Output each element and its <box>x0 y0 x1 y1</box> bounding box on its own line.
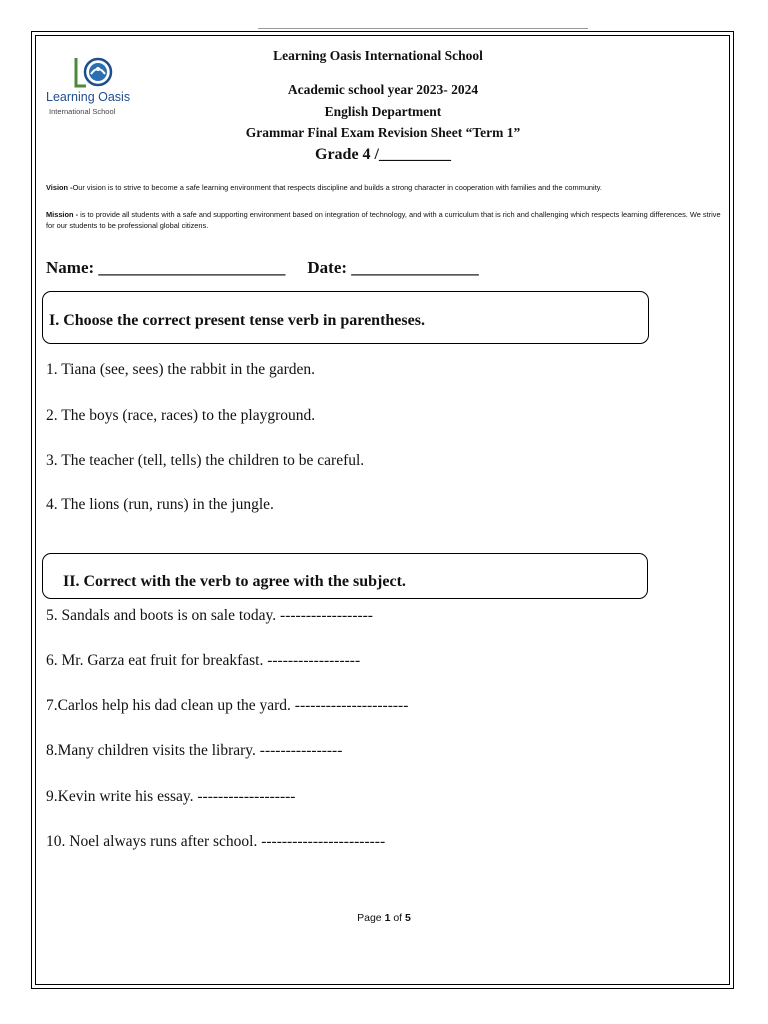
question-4: 4. The lions (run, runs) in the jungle. <box>46 496 274 513</box>
vision-statement <box>46 183 726 194</box>
question-3: 3. The teacher (tell, tells) the children to be careful. <box>46 452 365 469</box>
page-total: 5 <box>405 912 411 924</box>
page-of: of <box>390 912 406 924</box>
mission-text: is to provide all students with a safe and supporting environment based on integration of technology, and with a curriculum that is rich and challenging which respects learning differences. We strive for our students to be professional global citizens. <box>46 210 721 230</box>
logo-emblem-icon <box>46 52 150 92</box>
grade-field: Grade 4 /_________ <box>315 146 451 163</box>
page-prefix: Page <box>357 912 385 924</box>
mission-statement <box>46 210 726 231</box>
name-date-line <box>46 258 479 278</box>
logo-subname: International School <box>49 107 116 116</box>
question-8: 8.Many children visits the library. ---------------- <box>46 742 343 759</box>
academic-year: Academic school year 2023- 2024 <box>287 82 479 97</box>
date-field[interactable]: Date: _______________ <box>307 258 479 277</box>
mission-label: Mission - <box>46 210 79 219</box>
question-9: 9.Kevin write his essay. ------------------- <box>46 788 296 805</box>
sheet-title: Grammar Final Exam Revision Sheet “Term 1” <box>245 125 521 140</box>
vision-text: Our vision is to strive to become a safe learning environment that respects discipline and builds a strong character in cooperation with families and the community. <box>72 183 602 192</box>
vision-label: Vision - <box>46 183 73 192</box>
name-field[interactable]: Name: ______________________ <box>46 258 286 277</box>
question-5: 5. Sandals and boots is on sale today. ------------------ <box>46 607 373 624</box>
page-number <box>0 912 768 924</box>
top-rule <box>258 28 588 29</box>
question-2: 2. The boys (race, races) to the playground. <box>46 407 316 424</box>
section1-title: I. Choose the correct present tense verb in parentheses. <box>49 312 425 329</box>
question-6: 6. Mr. Garza eat fruit for breakfast. ------------------ <box>46 652 361 669</box>
question-1: 1. Tiana (see, sees) the rabbit in the garden. <box>46 361 316 378</box>
logo-name: Learning Oasis <box>46 90 131 104</box>
school-name: Learning Oasis International School <box>273 48 483 63</box>
department: English Department <box>324 104 442 119</box>
school-logo <box>46 52 150 122</box>
page-current: 1 <box>384 912 391 924</box>
section2-title: II. Correct with the verb to agree with the subject. <box>63 573 406 590</box>
question-10: 10. Noel always runs after school. ------------------------ <box>46 833 386 850</box>
question-7: 7.Carlos help his dad clean up the yard. ---------------------- <box>46 697 409 714</box>
